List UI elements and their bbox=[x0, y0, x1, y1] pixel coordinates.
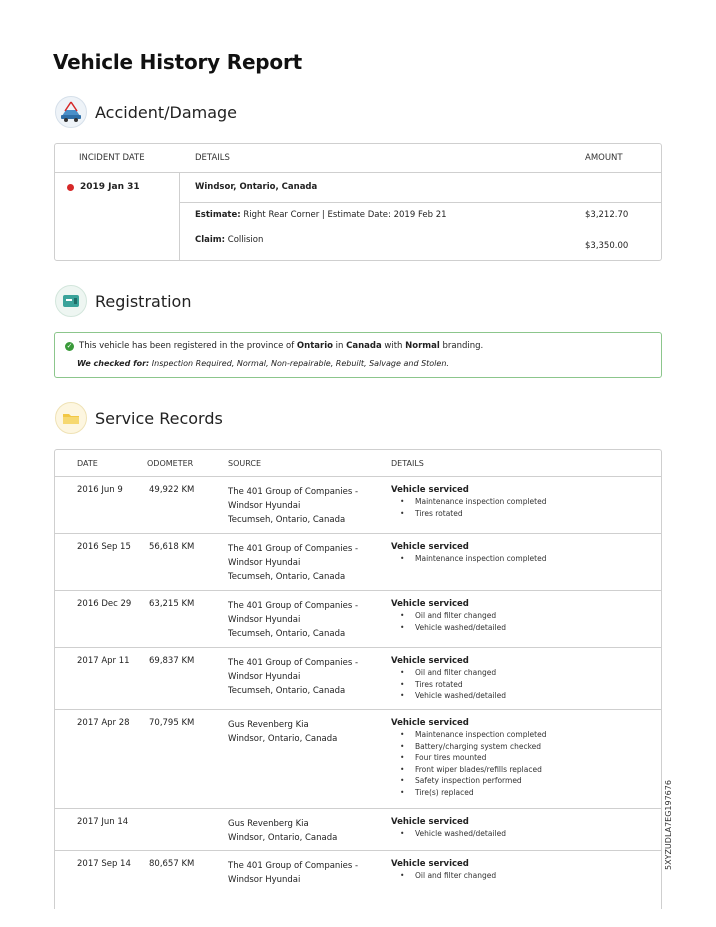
table-row bbox=[55, 851, 661, 909]
service-odometer: 80,657 KM bbox=[149, 859, 195, 869]
service-details bbox=[391, 656, 506, 702]
service-item: • Maintenance inspection completed bbox=[391, 496, 546, 508]
source-line: Tecumseh, Ontario, Canada bbox=[228, 686, 346, 696]
service-source bbox=[228, 542, 358, 584]
source-line: The 401 Group of Companies - bbox=[228, 861, 359, 871]
service-title: Vehicle serviced bbox=[391, 817, 469, 827]
check-icon: ✓ bbox=[66, 342, 73, 350]
table-row bbox=[55, 591, 661, 648]
service-title: Vehicle serviced bbox=[391, 859, 469, 869]
service-item: • Maintenance inspection completed bbox=[391, 553, 546, 565]
car-damage-icon bbox=[55, 96, 87, 128]
service-date: 2017 Apr 11 bbox=[77, 656, 130, 666]
service-source bbox=[228, 656, 358, 698]
source-line: Gus Revenberg Kia bbox=[228, 819, 309, 829]
accident-table bbox=[54, 143, 662, 261]
service-item: • Front wiper blades/refills replaced bbox=[391, 764, 546, 776]
service-item: • Oil and filter changed bbox=[391, 610, 506, 622]
estimate-amount: $3,212.70 bbox=[585, 210, 629, 220]
service-odometer: 63,215 KM bbox=[149, 599, 195, 609]
service-item: • Oil and filter changed bbox=[391, 667, 506, 679]
service-item: • Battery/charging system checked bbox=[391, 741, 546, 753]
service-details bbox=[391, 542, 546, 565]
service-item: • Safety inspection performed bbox=[391, 775, 546, 787]
registration-status: ✓ This vehicle has been registered in the province of Ontario in Canada with Normal branding. bbox=[66, 341, 484, 351]
service-item: • Tires rotated bbox=[391, 508, 546, 520]
odometer-header: ODOMETER bbox=[147, 459, 194, 468]
service-item: • Vehicle washed/detailed bbox=[391, 690, 506, 702]
registration-icon bbox=[55, 285, 87, 317]
source-header: SOURCE bbox=[228, 459, 262, 468]
source-line: Windsor, Ontario, Canada bbox=[228, 734, 338, 744]
service-section-header bbox=[55, 402, 223, 434]
incident-location: Windsor, Ontario, Canada bbox=[195, 182, 318, 192]
table-row bbox=[55, 648, 661, 710]
source-line: The 401 Group of Companies - bbox=[228, 658, 359, 668]
service-details bbox=[391, 817, 506, 840]
service-table bbox=[54, 449, 662, 909]
registration-box bbox=[54, 332, 662, 378]
service-source bbox=[228, 718, 337, 746]
service-details bbox=[391, 485, 546, 519]
details-header: DETAILS bbox=[391, 459, 424, 468]
service-section-title: Service Records bbox=[95, 408, 223, 428]
service-date: 2017 Jun 14 bbox=[77, 817, 129, 827]
service-table-header bbox=[55, 450, 661, 477]
source-line: Tecumseh, Ontario, Canada bbox=[228, 515, 346, 525]
date-header: DATE bbox=[77, 459, 98, 468]
estimate-line: Estimate: Right Rear Corner | Estimate Date: 2019 Feb 21 bbox=[195, 210, 447, 220]
service-date: 2017 Apr 28 bbox=[77, 718, 130, 728]
service-title: Vehicle serviced bbox=[391, 599, 469, 609]
folder-icon bbox=[55, 402, 87, 434]
table-row bbox=[55, 534, 661, 591]
source-line: The 401 Group of Companies - bbox=[228, 544, 359, 554]
source-line: Gus Revenberg Kia bbox=[228, 720, 309, 730]
source-line: Windsor Hyundai bbox=[228, 615, 301, 625]
page-title: Vehicle History Report bbox=[53, 50, 302, 74]
incident-date-header: INCIDENT DATE bbox=[79, 153, 145, 163]
source-line: Windsor Hyundai bbox=[228, 875, 301, 885]
table-row bbox=[55, 809, 661, 851]
table-row bbox=[55, 710, 661, 809]
service-date: 2016 Sep 15 bbox=[77, 542, 131, 552]
source-line: Windsor Hyundai bbox=[228, 501, 301, 511]
registration-section-header bbox=[55, 285, 191, 317]
service-item: • Tires rotated bbox=[391, 679, 506, 691]
accident-section-title: Accident/Damage bbox=[95, 102, 238, 122]
alert-icon bbox=[67, 184, 74, 191]
service-odometer: 70,795 KM bbox=[149, 718, 195, 728]
service-date: 2016 Jun 9 bbox=[77, 485, 123, 495]
service-details bbox=[391, 599, 506, 633]
source-line: Tecumseh, Ontario, Canada bbox=[228, 572, 346, 582]
service-item: • Four tires mounted bbox=[391, 752, 546, 764]
service-item: • Vehicle washed/detailed bbox=[391, 828, 506, 840]
service-title: Vehicle serviced bbox=[391, 656, 469, 666]
accident-section-header bbox=[55, 96, 237, 128]
service-date: 2016 Dec 29 bbox=[77, 599, 132, 609]
service-title: Vehicle serviced bbox=[391, 542, 469, 552]
registration-section-title: Registration bbox=[95, 291, 192, 311]
source-line: The 401 Group of Companies - bbox=[228, 601, 359, 611]
service-date: 2017 Sep 14 bbox=[77, 859, 131, 869]
claim-amount: $3,350.00 bbox=[585, 241, 629, 251]
table-row bbox=[55, 477, 661, 534]
service-odometer: 69,837 KM bbox=[149, 656, 195, 666]
service-item: • Maintenance inspection completed bbox=[391, 729, 546, 741]
accident-table-header bbox=[55, 144, 661, 173]
service-details bbox=[391, 718, 546, 798]
service-odometer: 49,922 KM bbox=[149, 485, 195, 495]
service-source bbox=[228, 599, 358, 641]
service-source bbox=[228, 859, 358, 887]
source-line: Windsor, Ontario, Canada bbox=[228, 833, 338, 843]
source-line: Windsor Hyundai bbox=[228, 558, 301, 568]
details-header: DETAILS bbox=[195, 153, 230, 163]
service-item: • Tire(s) replaced bbox=[391, 787, 546, 799]
vin-code: 5XYZUDLA7EG197676 bbox=[664, 780, 673, 870]
service-title: Vehicle serviced bbox=[391, 485, 469, 495]
service-details bbox=[391, 859, 496, 882]
registration-checked: We checked for: Inspection Required, Normal, Non-repairable, Rebuilt, Salvage and Stolen. bbox=[77, 359, 449, 368]
service-source bbox=[228, 817, 337, 845]
service-item: • Oil and filter changed bbox=[391, 870, 496, 882]
service-item: • Vehicle washed/detailed bbox=[391, 622, 506, 634]
claim-line: Claim: Collision bbox=[195, 235, 264, 245]
incident-date: 2019 Jan 31 bbox=[67, 182, 140, 192]
source-line: The 401 Group of Companies - bbox=[228, 487, 359, 497]
service-odometer: 56,618 KM bbox=[149, 542, 195, 552]
service-source bbox=[228, 485, 358, 527]
source-line: Windsor Hyundai bbox=[228, 672, 301, 682]
amount-header: AMOUNT bbox=[585, 153, 623, 163]
source-line: Tecumseh, Ontario, Canada bbox=[228, 629, 346, 639]
service-title: Vehicle serviced bbox=[391, 718, 469, 728]
